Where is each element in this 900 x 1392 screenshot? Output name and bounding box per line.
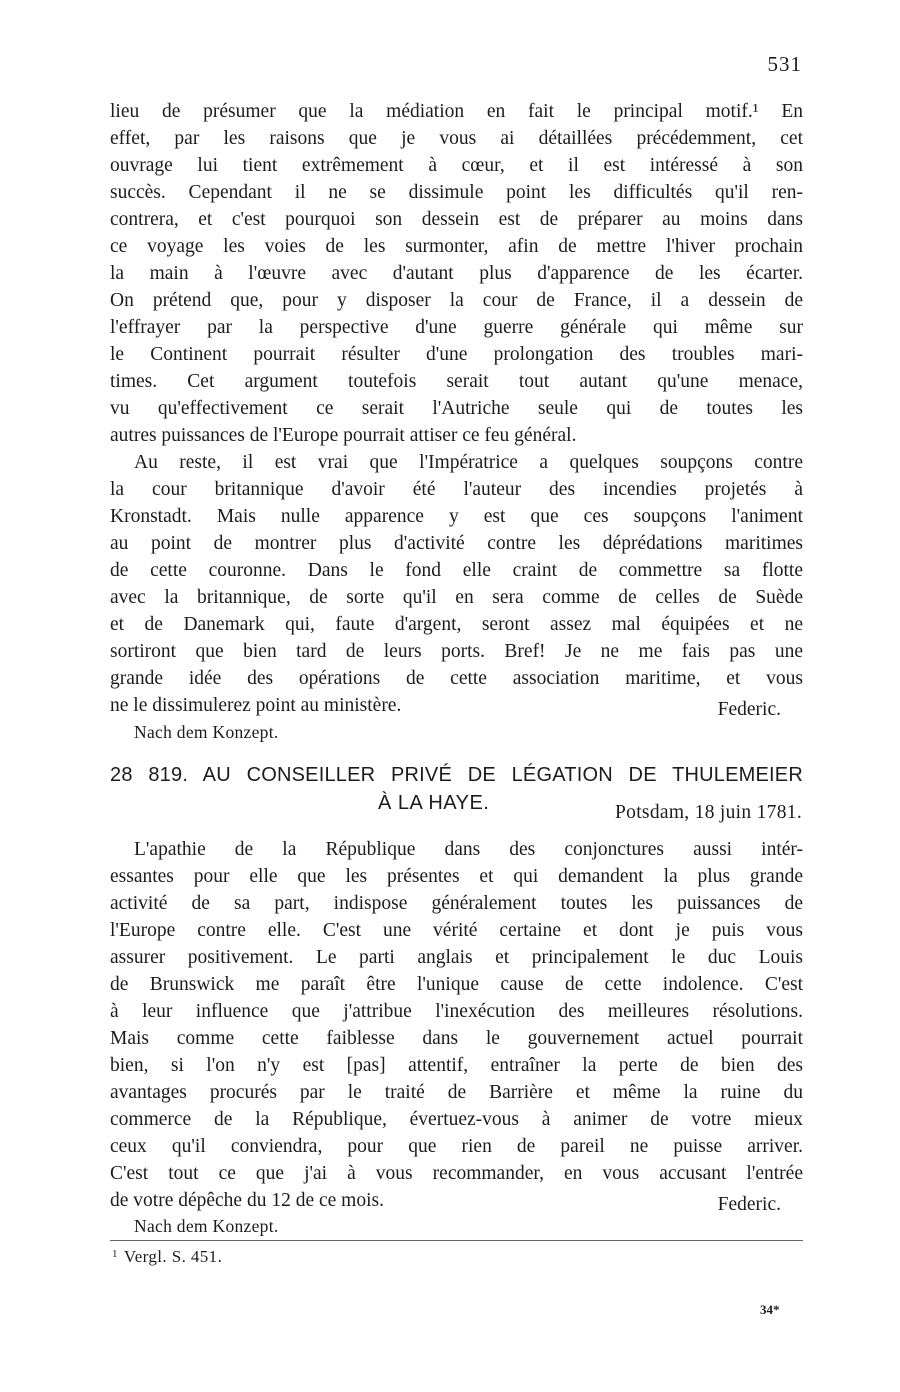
letter-heading-place: À LA HAYE. bbox=[378, 792, 490, 814]
text-line: l'Europe contre elle. C'est une vérité certaine et dont je puis vous bbox=[110, 920, 803, 941]
closing-text: ne le dissimulerez point au ministère. bbox=[110, 695, 402, 716]
text-line: de cette couronne. Dans le fond elle craint de commettre sa flotte bbox=[110, 560, 803, 581]
paragraph-republique bbox=[110, 836, 803, 1187]
text-line: bien, si l'on n'y est [pas] attentif, entraîner la perte de bien des bbox=[110, 1055, 803, 1076]
text-line: On prétend que, pour y disposer la cour de France, il a dessein de bbox=[110, 290, 803, 311]
text-line: grande idée des opérations de cette association maritime, et vous bbox=[110, 668, 803, 689]
text-line: la cour britannique d'avoir été l'auteur des incendies projetés à bbox=[110, 479, 803, 500]
text-line: à leur influence que j'attribue l'inexécution des meilleures résolutions. bbox=[110, 1001, 803, 1022]
text-line: times. Cet argument toutefois serait tout autant qu'une menace, bbox=[110, 371, 803, 392]
footnote bbox=[112, 1247, 222, 1267]
text-line: vu qu'effectivement ce serait l'Autriche seule qui de toutes les bbox=[110, 398, 803, 419]
text-line: ce voyage les voies de les surmonter, afin de mettre l'hiver prochain bbox=[110, 236, 803, 257]
closing-line bbox=[110, 1187, 803, 1214]
text-line: succès. Cependant il ne se dissimule point les difficultés qu'il ren- bbox=[110, 182, 803, 203]
paragraph-imperatrice bbox=[110, 449, 803, 692]
text-line: autres puissances de l'Europe pourrait attiser ce feu général. bbox=[110, 425, 577, 446]
text-line: Mais comme cette faiblesse dans le gouvernement actuel pourrait bbox=[110, 1028, 803, 1049]
signature-mark: 34* bbox=[760, 1302, 780, 1317]
closing-line bbox=[110, 692, 803, 719]
dateline: Potsdam, 18 juin 1781. bbox=[615, 802, 802, 823]
text-line: C'est tout ce que j'ai à vous recommander, en vous accusant l'entrée bbox=[110, 1163, 803, 1184]
source-note: Nach dem Konzept. bbox=[134, 1216, 279, 1236]
text-line: Au reste, il est vrai que l'Impératrice a quelques soupçons contre bbox=[134, 452, 803, 473]
paragraph-continuation bbox=[110, 98, 803, 449]
text-line: activité de sa part, indispose généralement toutes les puissances de bbox=[110, 893, 803, 914]
paragraph-end-2 bbox=[110, 1187, 803, 1214]
text-line: de Brunswick me paraît être l'unique cause de cette indolence. C'est bbox=[110, 974, 803, 995]
page-number: 531 bbox=[767, 52, 802, 76]
text-line: assurer positivement. Le parti anglais et principalement le duc Louis bbox=[110, 947, 803, 968]
text-line: ceux qu'il conviendra, pour que rien de pareil ne puisse arriver. bbox=[110, 1136, 803, 1157]
footnote-mark: 1 bbox=[112, 1248, 118, 1260]
text-line: avantages procurés par le traité de Barrière et même la ruine du bbox=[110, 1082, 803, 1103]
text-line: Kronstadt. Mais nulle apparence y est que ces soupçons l'animent bbox=[110, 506, 803, 527]
text-line: L'apathie de la République dans des conjonctures aussi intér- bbox=[134, 839, 803, 860]
text-line: et de Danemark qui, faute d'argent, seront assez mal équipées et ne bbox=[110, 614, 803, 635]
text-line: commerce de la République, évertuez-vous à animer de votre mieux bbox=[110, 1109, 803, 1130]
text-line: l'effrayer par la perspective d'une guerre générale qui même sur bbox=[110, 317, 803, 338]
text-line: lieu de présumer que la médiation en fait le principal motif.¹ En bbox=[110, 101, 803, 122]
text-line: le Continent pourrait résulter d'une prolongation des troubles mari- bbox=[110, 344, 803, 365]
signature: Federic. bbox=[717, 699, 781, 720]
text-line: avec la britannique, de sorte qu'il en sera comme de celles de Suède bbox=[110, 587, 803, 608]
closing-text: de votre dépêche du 12 de ce mois. bbox=[110, 1190, 384, 1211]
text-line: au point de montrer plus d'activité contre les déprédations maritimes bbox=[110, 533, 803, 554]
text-line: ouvrage lui tient extrêmement à cœur, et il est intéressé à son bbox=[110, 155, 803, 176]
source-note: Nach dem Konzept. bbox=[134, 722, 279, 742]
text-line: contrera, et c'est pourquoi son dessein est de préparer au moins dans bbox=[110, 209, 803, 230]
text-line: la main à l'œuvre avec d'autant plus d'apparence de les écarter. bbox=[110, 263, 803, 284]
letter-heading: 28 819. AU CONSEILLER PRIVÉ DE LÉGATION DE THULEMEIER bbox=[110, 764, 803, 786]
text-line: essantes pour elle que les présentes et qui demandent la plus grande bbox=[110, 866, 803, 887]
text-line: effet, par les raisons que je vous ai détaillées précédemment, cet bbox=[110, 128, 803, 149]
text-line: sortiront que bien tard de leurs ports. Bref! Je ne me fais pas une bbox=[110, 641, 803, 662]
signature: Federic. bbox=[717, 1194, 781, 1215]
footnote-rule bbox=[110, 1240, 803, 1241]
footnote-text: Vergl. S. 451. bbox=[123, 1247, 223, 1266]
paragraph-end-1 bbox=[110, 692, 803, 719]
